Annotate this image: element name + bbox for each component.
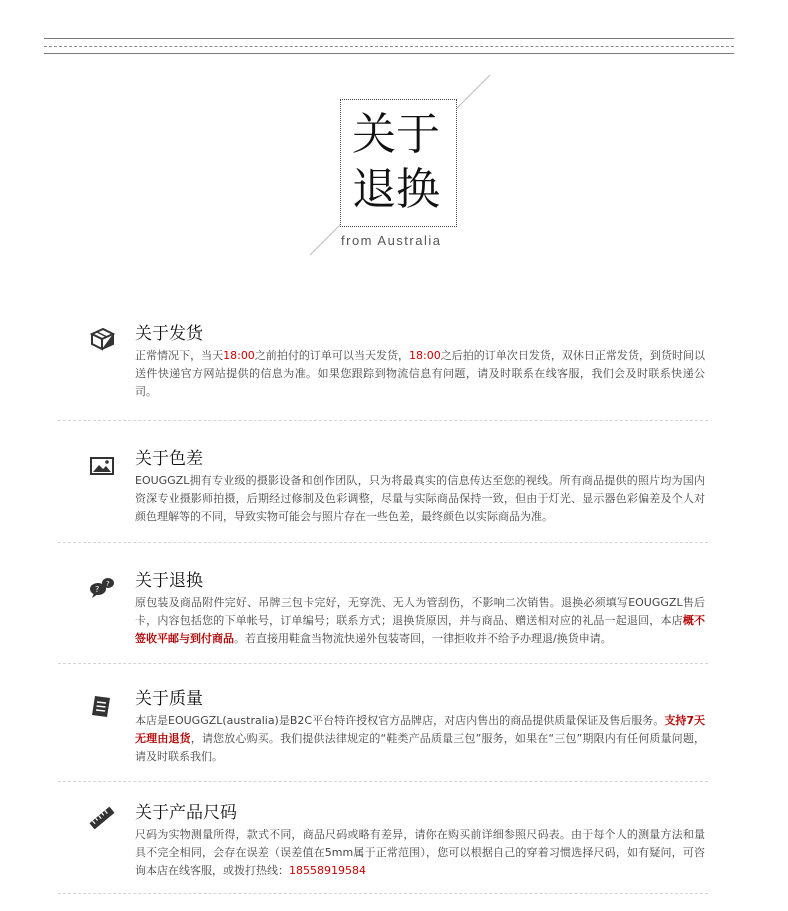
ruler-icon [88, 804, 116, 832]
section-divider [58, 420, 708, 421]
page-title-line1: 关于 [352, 109, 440, 160]
section-size [58, 802, 708, 892]
section-divider [58, 542, 708, 543]
svg-text:?: ? [106, 580, 110, 588]
hotline-number: 18558919584 [289, 864, 366, 877]
section-text: 本店是EOUGGZL(australia)是B2C平台特许授权官方品牌店，对店内售出的商品提供质量保证及售后服务。支持7天无理由退货，请您放心购买。我们提供法律规定的“鞋类产品质量三包”服务，如果在“三包”期限内有任何质量问题，请及时联系我们。 [135, 714, 706, 763]
box-icon [88, 325, 116, 353]
section-title: 关于色差 [135, 449, 203, 469]
top-rule [44, 38, 734, 39]
svg-text:?: ? [95, 585, 100, 594]
page-subtitle: from Australia [341, 233, 442, 248]
section-returns [58, 570, 708, 660]
section-quality [58, 688, 708, 778]
section-text: EOUGGZL拥有专业级的摄影设备和创作团队，只为将最真实的信息传达至您的视线。所有商品提供的照片均为国内资深专业摄影师拍摄，后期经过修制及色彩调整，尽量与实际商品保持一致，但由于灯光、显示器色彩偏差及个人对颜色理解等的不同，导致实物可能会与照片存在一些色差，最终颜色以实际商品为准。 [135, 474, 705, 523]
top-rule-bottom [44, 53, 734, 54]
section-shipping [58, 323, 708, 413]
chat-icon [88, 574, 116, 602]
section-text: 正常情况下，当天18:00之前拍付的订单可以当天发货，18:00之后拍的订单次日发货，双休日正常发货，到货时间以送件快递官方网站提供的信息为准。如果您跟踪到物流信息有问题，请及时联系在线客服，我们会及时联系快递公司。 [135, 349, 706, 398]
section-title: 关于质量 [135, 689, 203, 709]
top-dashed-rule [44, 46, 734, 47]
page-title-line2: 退换 [352, 164, 440, 215]
picture-icon [88, 452, 116, 480]
section-title: 关于退换 [135, 571, 203, 591]
section-color [58, 448, 708, 538]
section-divider [58, 781, 708, 782]
section-text: 尺码为实物测量所得，款式不同，商品尺码或略有差异，请你在购买前详细参照尺码表。由于每个人的测量方法和量具不完全相同，会存在误差（误差值在5mm属于正常范围），您可以根据自己的穿着习惯选择尺码，如有疑问，可咨询本店在线客服，或拨打热线：18558919584 [135, 828, 705, 877]
section-divider [58, 663, 708, 664]
section-text: 原包装及商品附件完好、吊牌三包卡完好，无穿洗、无人为管刮伤，不影响二次销售。退换必须填写EOUGGZL售后卡，内容包括您的下单帐号，订单编号；联系方式；退换货原因，并与商品、赠送相对应的礼品一起退回，本店概不签收平邮与到付商品。若直接用鞋盒当物流快递外包装寄回，一律拒收并不给予办理退/换货申请。 [135, 596, 706, 645]
document-icon [88, 692, 116, 720]
section-title: 关于产品尺码 [135, 803, 237, 823]
section-title: 关于发货 [135, 324, 203, 344]
section-divider [58, 893, 708, 894]
